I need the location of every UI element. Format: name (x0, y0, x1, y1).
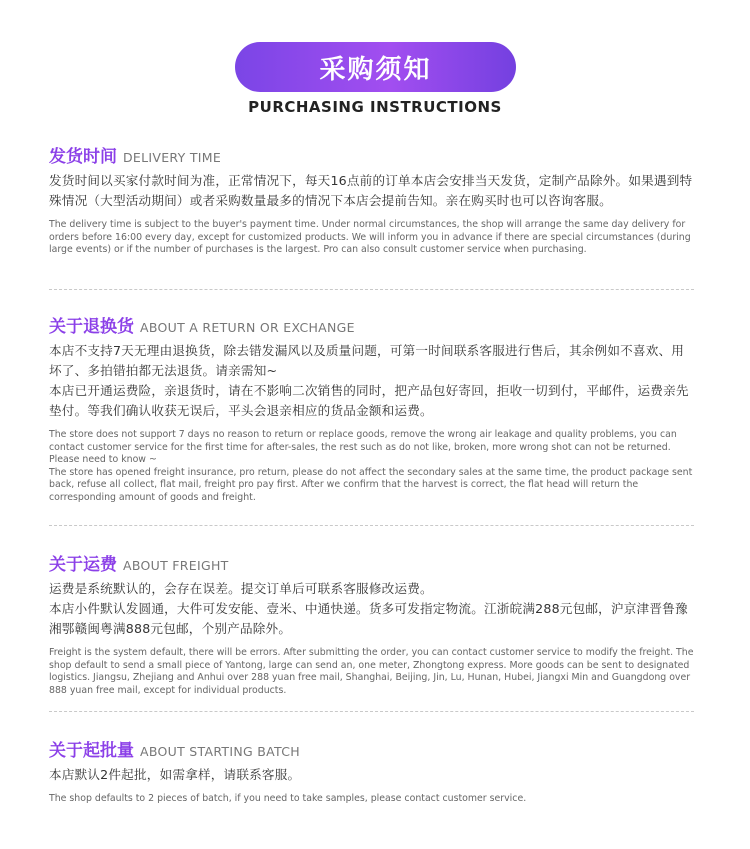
section-body-en: The delivery time is subject to the buyer's payment time. Under normal circumstances, the shop will arrange the same day delivery for orders before 16:00 every day, except for customized products. We will inform you in advance if there are special circumstances (during large events) or if the number of purchases is the largest. Pro can also consult customer service when purchasing. (49, 219, 691, 256)
section-title-cn: 关于退换货 (49, 317, 134, 337)
section-title-en: ABOUT FREIGHT (123, 558, 229, 573)
section-heading (49, 142, 694, 167)
section-starting-batch (49, 736, 694, 806)
section-body-cn (49, 579, 694, 639)
paragraph: 本店不支持7天无理由退换货，除去错发漏风以及质量问题，可第一时间联系客服进行售后，其余例如不喜欢、用坏了、多拍错拍都无法退货。请亲需知~ (49, 343, 685, 378)
section-title-en: ABOUT A RETURN OR EXCHANGE (140, 320, 355, 335)
paragraph: 本店小件默认发圆通，大件可发安能、壹米、中通快递。货多可发指定物流。江浙皖满288元包邮，沪京津晋鲁豫湘鄂赣闽粤满888元包邮，个别产品除外。 (49, 601, 688, 636)
paragraph: 运费是系统默认的，会存在误差。提交订单后可联系客服修改运费。 (49, 581, 433, 596)
section-body-cn: 本店默认2件起批，如需拿样，请联系客服。 (49, 767, 301, 782)
paragraph: The store has opened freight insurance, pro return, please do not affect the secondary sales at the same time, the product package sent back, refuse all collect, flat mail, freight pro pay first. After we confirm that the harvest is correct, the flat head will return the corresponding amount of goods and freight. (49, 466, 693, 503)
section-title-en: ABOUT STARTING BATCH (140, 744, 300, 759)
section-heading (49, 550, 694, 575)
section-title-en: DELIVERY TIME (123, 150, 222, 165)
section-divider (49, 525, 694, 526)
section-return-exchange (49, 312, 694, 505)
section-title-cn: 发货时间 (49, 147, 117, 167)
section-body-en: Freight is the system default, there will be errors. After submitting the order, you can contact customer service to modify the freight. The shop default to send a small piece of Yantong, large can send an, one meter, Zhongtong express. More goods can be sent to designated logistics. Jiangsu, Zhejiang and Anhui over 288 yuan free mail, Shanghai, Beijing, Jin, Lu, Hunan, Hubei, Jiangxi Min and Guangdong over 888 yuan free mail, except for individual products. (49, 647, 694, 696)
header-subtitle: PURCHASING INSTRUCTIONS (248, 98, 502, 116)
section-freight (49, 550, 694, 697)
section-divider (49, 711, 694, 712)
header-title: 采购须知 (319, 54, 432, 85)
section-title-cn: 关于起批量 (49, 741, 134, 761)
section-heading (49, 736, 694, 761)
section-delivery-time (49, 142, 694, 257)
paragraph: 本店已开通运费险，亲退货时，请在不影响二次销售的同时，把产品包好寄回，拒收一切到付，平邮件，运费亲先垫付。等我们确认收获无误后，平头会退亲相应的货品金额和运费。 (49, 383, 689, 418)
header-title-badge (235, 42, 516, 92)
section-title-cn: 关于运费 (49, 555, 117, 575)
section-divider (49, 289, 694, 290)
section-body-en (49, 429, 694, 505)
section-body-cn: 发货时间以买家付款时间为准，正常情况下，每天16点前的订单本店会安排当天发货，定制产品除外。如果遇到特殊情况（大型活动期间）或者采购数量最多的情况下本店会提前告知。亲在购买时也可以咨询客服。 (49, 173, 693, 208)
section-body-en: The shop defaults to 2 pieces of batch, if you need to take samples, please contact customer service. (49, 793, 527, 804)
paragraph: The store does not support 7 days no reason to return or replace goods, remove the wrong air leakage and quality problems, you can contact customer service for the first time for after-sales, the rest such as do not like, broken, more wrong shot can not be returned. Please need to know ~ (49, 429, 677, 466)
section-body-cn (49, 341, 694, 421)
section-heading (49, 312, 694, 337)
